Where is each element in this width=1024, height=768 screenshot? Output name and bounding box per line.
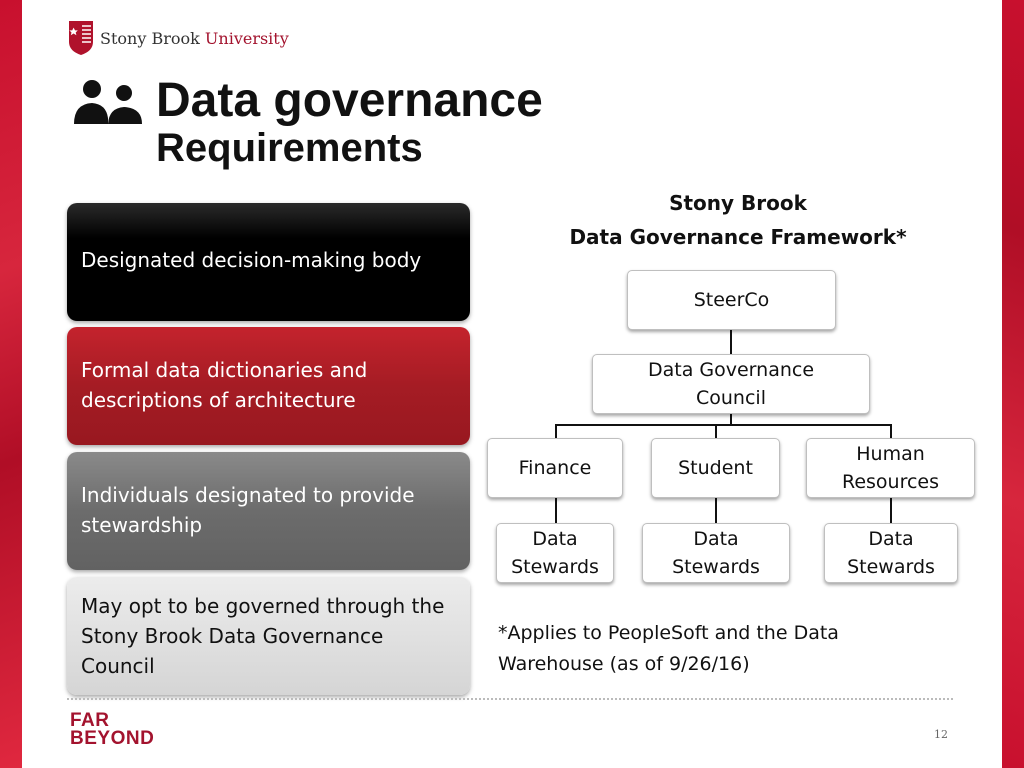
brand-line2: BEYOND bbox=[70, 728, 155, 749]
connector-horizontal bbox=[555, 424, 891, 426]
connector-hr-stewards bbox=[890, 498, 892, 523]
hr-label-line2: Resources bbox=[841, 471, 940, 493]
far-beyond-logo bbox=[70, 712, 154, 748]
page-subtitle: Requirements bbox=[156, 126, 423, 170]
council-label-line2: Council bbox=[696, 387, 766, 409]
brand-line1: FAR bbox=[70, 710, 110, 731]
page-title: Data governance bbox=[156, 74, 543, 127]
hr-stewards-line2: Stewards bbox=[847, 556, 935, 578]
node-finance bbox=[487, 438, 623, 498]
requirement-stewardship: Individuals designated to provide stewardship bbox=[67, 452, 470, 570]
connector-hr bbox=[890, 424, 892, 438]
node-hr-stewards bbox=[824, 523, 958, 583]
finance-stewards-line2: Stewards bbox=[511, 556, 599, 578]
requirement-decision-body: Designated decision-making body bbox=[67, 203, 470, 321]
student-label: Student bbox=[678, 457, 753, 479]
node-student-stewards bbox=[642, 523, 790, 583]
shield-icon bbox=[68, 20, 94, 56]
logo-name-stony-brook: Stony Brook bbox=[100, 28, 205, 48]
hr-stewards-line1: Data bbox=[868, 528, 914, 550]
node-student bbox=[651, 438, 780, 498]
student-stewards-line1: Data bbox=[693, 528, 739, 550]
page-number: 12 bbox=[934, 728, 948, 741]
logo-name-university: University bbox=[204, 28, 289, 48]
node-finance-stewards bbox=[496, 523, 614, 583]
framework-title bbox=[520, 186, 956, 254]
council-label-line1: Data Governance bbox=[647, 359, 815, 381]
framework-footnote: *Applies to PeopleSoft and the Data Warehouse (as of 9/26/16) bbox=[498, 622, 839, 675]
node-human-resources bbox=[806, 438, 975, 498]
student-stewards-line2: Stewards bbox=[672, 556, 760, 578]
connector-student bbox=[715, 424, 717, 438]
node-steerco-label: SteerCo bbox=[693, 289, 770, 311]
right-accent-stripe bbox=[1002, 0, 1024, 768]
footer-divider bbox=[67, 698, 953, 700]
connector-finance-stewards bbox=[555, 498, 557, 523]
connector-steerco-council bbox=[730, 330, 732, 354]
requirement-opt-governance: May opt to be governed through the Stony Brook Data Governance Council bbox=[67, 577, 470, 695]
connector-student-stewards bbox=[715, 498, 717, 523]
university-logo bbox=[68, 20, 289, 56]
connector-finance bbox=[555, 424, 557, 438]
finance-label: Finance bbox=[518, 457, 592, 479]
framework-title-line2: Data Governance Framework* bbox=[569, 225, 907, 249]
finance-stewards-line1: Data bbox=[532, 528, 578, 550]
people-icon bbox=[72, 78, 144, 126]
hr-label-line1: Human bbox=[856, 443, 925, 465]
node-data-governance-council bbox=[592, 354, 870, 414]
logo-text bbox=[100, 29, 289, 48]
left-accent-stripe bbox=[0, 0, 22, 768]
framework-title-line1: Stony Brook bbox=[669, 191, 807, 215]
requirement-data-dictionaries: Formal data dictionaries and descriptions of architecture bbox=[67, 327, 470, 445]
node-steerco bbox=[627, 270, 836, 330]
